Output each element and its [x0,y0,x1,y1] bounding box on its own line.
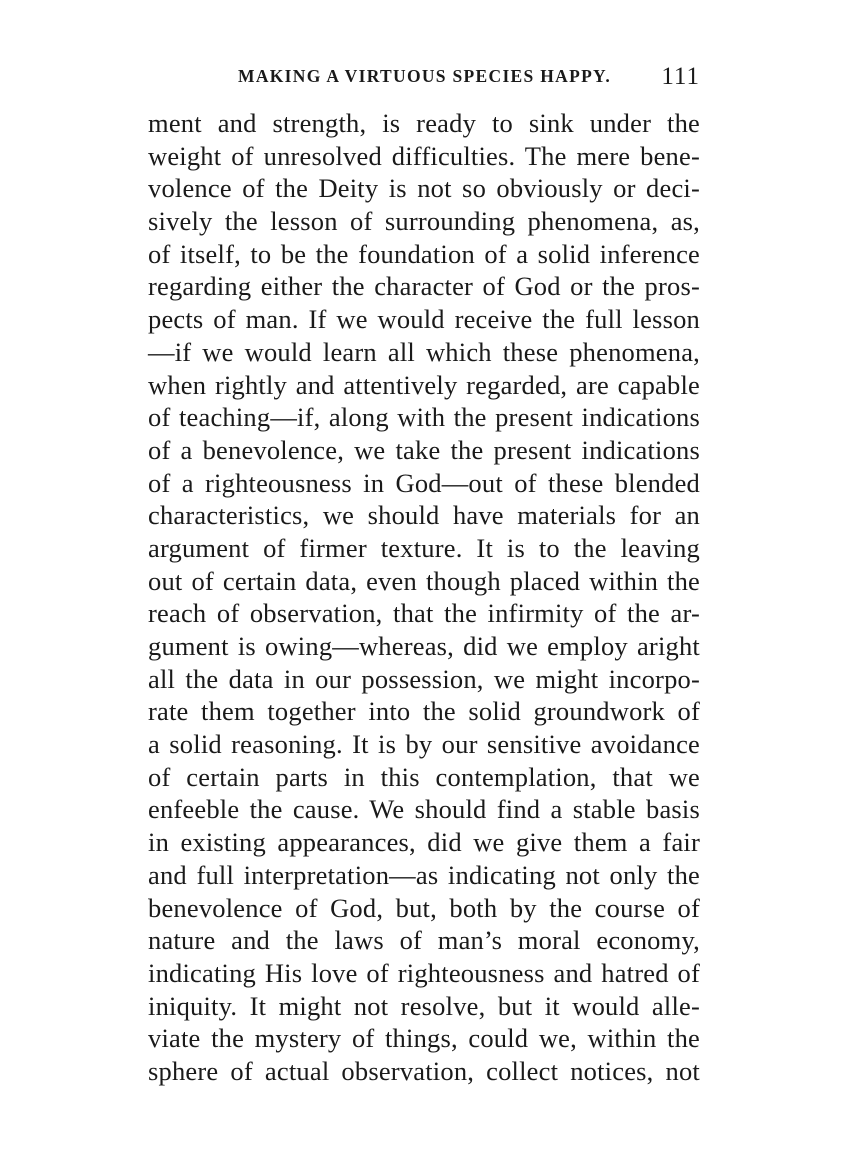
text-line: sphere of actual observation, collect notices, not [148,1055,700,1086]
text-line: characteristics, we should have materials for an [148,500,700,531]
text-line: reach of observation, that the infirmity of the ar- [148,598,700,629]
page-number: 111 [661,63,700,90]
text-line: —if we would learn all which these phenomena, [148,336,700,367]
running-head [148,60,700,94]
text-line: gument is owing—whereas, did we employ aright [148,631,700,661]
text-line: of a benevolence, we take the present indications [148,434,700,465]
text-line: enfeeble the cause. We should find a stable basis [148,794,700,825]
text-line: indicating His love of righteousness and hatred of [148,957,700,988]
text-line: and full interpretation—as indicating not only the [148,859,700,890]
text-line: weight of unresolved difficulties. The mere bene- [148,140,700,171]
text-line: in existing appearances, did we give them a fair [148,827,700,858]
text-line: sively the lesson of surrounding phenomena, as, [148,206,700,237]
text-line: out of certain data, even though placed within the [148,565,700,596]
text-line: nature and the laws of man’s moral economy, [148,925,700,956]
running-head-title: MAKING A VIRTUOUS SPECIES HAPPY. [238,66,612,86]
text-line: all the data in our possession, we might incorpo- [148,663,700,694]
text-line: of itself, to be the foundation of a solid inference [148,238,700,269]
text-line: benevolence of God, but, both by the course of [148,892,700,923]
text-line: of teaching—if, along with the present indications [148,402,700,433]
text-line: when rightly and attentively regarded, are capable [148,369,700,400]
text-line: pects of man. If we would receive the full lesson [148,304,700,335]
text-line: ment and strength, is ready to sink under the [148,108,700,138]
body-text [148,107,700,1088]
text-line: volence of the Deity is not so obviously or deci- [148,173,700,204]
text-line: of a righteousness in God—out of these blended [148,467,700,498]
text-line: of certain parts in this contemplation, that we [148,761,700,792]
text-line: rate them together into the solid groundwork of [148,696,700,727]
text-line: iniquity. It might not resolve, but it would alle- [148,990,700,1021]
text-line: viate the mystery of things, could we, within the [148,1023,700,1054]
text-line: a solid reasoning. It is by our sensitive avoidance [148,729,700,760]
text-line: argument of firmer texture. It is to the leaving [148,532,700,563]
text-line: regarding either the character of God or the pros- [148,271,700,302]
